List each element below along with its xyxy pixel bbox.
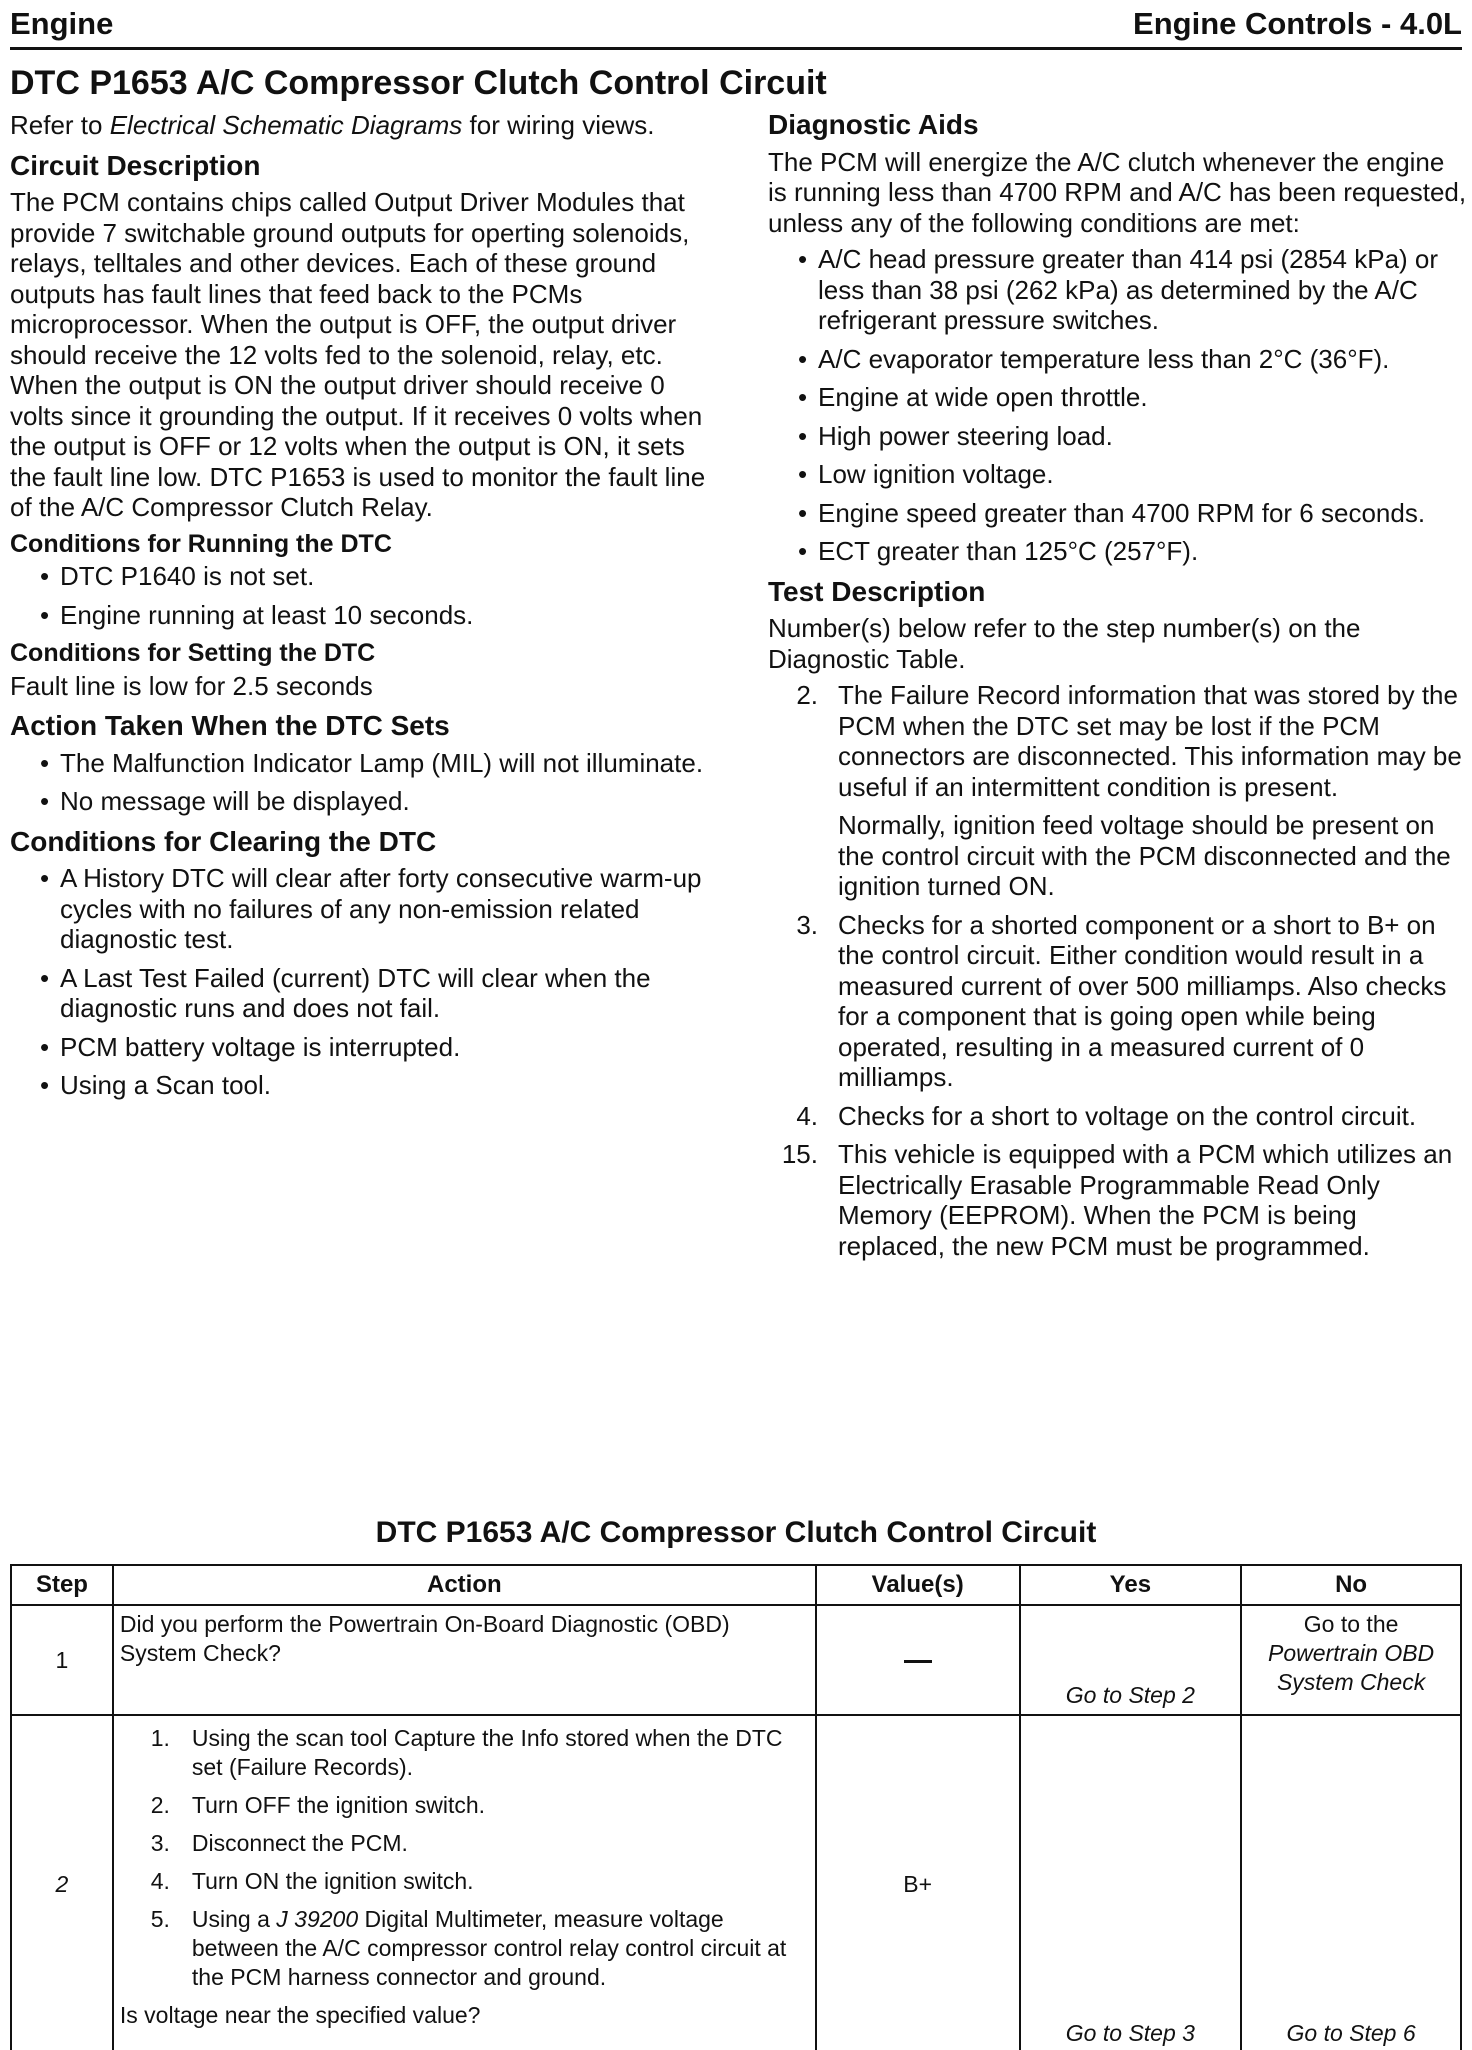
step-number: 1	[11, 1605, 113, 1715]
item-text: Checks for a shorted component or a short to B+ on the control circuit. Either condition would result in a measured current of over 500 milliamps. Also checks for a component that is going open while being operated, resulting in a measured current of 0 milliamps.	[838, 909, 1447, 1092]
list-item: 1. Using the scan tool Capture the Info stored when the DTC set (Failure Records).	[150, 1725, 783, 1780]
list-item: • Using a Scan tool.	[10, 1070, 710, 1101]
page-header	[10, 4, 1462, 50]
list-item: • Engine at wide open throttle.	[768, 382, 1468, 413]
value-cell: B+	[816, 1715, 1020, 2050]
obd-reference: Powertrain OBD System Check	[1268, 1640, 1435, 1695]
step-number: 2	[11, 1715, 113, 2050]
item-number: 3.	[796, 909, 818, 940]
setting-conditions-heading: Conditions for Setting the DTC	[10, 639, 376, 667]
test-description-heading: Test Description	[768, 575, 986, 607]
list-item	[768, 910, 1468, 1093]
running-conditions-heading: Conditions for Running the DTC	[10, 529, 392, 558]
item-text: This vehicle is equipped with a PCM which utilizes an Electrically Erasable Programmable Read Only Memory (EEPROM). When the PCM is being replaced, the new PCM must be programmed.	[838, 1139, 1453, 1261]
list-item: • A/C head pressure greater than 414 psi (2854 kPa) or less than 38 psi (262 kPa) as determined by the A/C refrigerant pressure switches.	[768, 244, 1468, 336]
yes-cell: Go to Step 3	[1020, 1715, 1242, 2050]
value-cell	[816, 1605, 1020, 1715]
diagnostic-table	[10, 1564, 1462, 2050]
schematic-reference: Electrical Schematic Diagrams	[109, 110, 463, 140]
item-number: 4.	[796, 1100, 818, 1131]
column-header: Value(s)	[816, 1565, 1020, 1605]
list-item: • A/C evaporator temperature less than 2°C (36°F).	[768, 344, 1468, 375]
clearing-conditions-heading: Conditions for Clearing the DTC	[10, 825, 437, 857]
list-item: • Low ignition voltage.	[768, 459, 1468, 490]
no-cell: Go to the Powertrain OBD System Check	[1241, 1605, 1461, 1715]
test-description-list	[768, 680, 1468, 1261]
list-item: • DTC P1640 is not set.	[10, 561, 710, 592]
list-item: • The Malfunction Indicator Lamp (MIL) will not illuminate.	[10, 748, 710, 779]
list-item: • ECT greater than 125°C (257°F).	[768, 536, 1468, 567]
table-header-row	[11, 1565, 1461, 1605]
yes-cell: Go to Step 2	[1020, 1605, 1242, 1715]
column-header: Yes	[1020, 1565, 1242, 1605]
running-conditions-list	[10, 561, 710, 630]
circuit-description-heading: Circuit Description	[10, 149, 261, 181]
list-item: • PCM battery voltage is interrupted.	[10, 1032, 710, 1063]
diagnostic-aids-list	[768, 244, 1468, 567]
table-row	[11, 1605, 1461, 1715]
action-text: Did you perform the Powertrain On-Board Diagnostic (OBD) System Check?	[113, 1605, 816, 1715]
question-text: Is voltage near the specified value?	[119, 2002, 481, 2028]
header-section: Engine	[10, 6, 114, 41]
list-item: • A History DTC will clear after forty consecutive warm-up cycles with no failures of any non-emission related diagnostic test.	[10, 863, 710, 955]
list-item: • Engine running at least 10 seconds.	[10, 600, 710, 631]
list-item: 5. Using a J 39200 Digital Multimeter, measure voltage between the A/C compressor control relay control circuit at the PCM harness connector and ground.	[150, 1906, 787, 1990]
column-header: Step	[11, 1565, 113, 1605]
item-number: 15.	[781, 1139, 818, 1169]
table-title: DTC P1653 A/C Compressor Clutch Control Circuit	[375, 1516, 1097, 1549]
list-item	[768, 680, 1468, 902]
column-header: Action	[113, 1565, 816, 1605]
column-header: No	[1241, 1565, 1461, 1605]
list-item: 2. Turn OFF the ignition switch.	[150, 1792, 486, 1818]
left-column	[10, 110, 710, 1109]
list-item	[768, 1139, 1468, 1261]
diagnostic-aids-heading: Diagnostic Aids	[768, 109, 979, 140]
table-row	[11, 1715, 1461, 2050]
list-item	[768, 1101, 1468, 1132]
action-taken-heading: Action Taken When the DTC Sets	[10, 710, 450, 741]
item-text: Normally, ignition feed voltage should be present on the control circuit with the PCM disconnected and the ignition turned ON.	[838, 810, 1451, 901]
header-subsection: Engine Controls - 4.0L	[1133, 6, 1462, 41]
test-description-text: Number(s) below refer to the step number(s) on the Diagnostic Table.	[768, 613, 1361, 674]
action-cell	[113, 1715, 816, 2050]
item-text: The Failure Record information that was stored by the PCM when the DTC set may be lost if the PCM connectors are disconnected. This information may be useful if an intermittent condition is present.	[838, 680, 1462, 802]
item-text: Checks for a short to voltage on the control circuit.	[838, 1100, 1417, 1131]
action-steps	[120, 1724, 809, 1992]
clearing-conditions-list	[10, 863, 710, 1101]
no-cell: Go to Step 6	[1241, 1715, 1461, 2050]
circuit-description-text: The PCM contains chips called Output Driver Modules that provide 7 switchable ground outputs for operting solenoids, relays, telltales and other devices. Each of these ground outputs has fault lines that feed back to the PCMs microprocessor. When the output is OFF, the output driver should receive the 12 volts fed to the solenoid, relay, etc. When the output is ON the output driver should receive 0 volts since it grounding the output. If it receives 0 volts when the output is OFF or 12 volts when the output is ON, it sets the fault line low. DTC P1653 is used to monitor the fault line of the A/C Compressor Clutch Relay.	[10, 187, 706, 522]
list-item: • Engine speed greater than 4700 RPM for 6 seconds.	[768, 498, 1468, 529]
action-taken-list	[10, 748, 710, 817]
list-item: • High power steering load.	[768, 421, 1468, 452]
setting-conditions-text: Fault line is low for 2.5 seconds	[10, 670, 373, 701]
em-dash	[904, 1660, 932, 1663]
item-number: 2.	[796, 680, 818, 710]
list-item: 4. Turn ON the ignition switch.	[150, 1868, 474, 1894]
list-item: • A Last Test Failed (current) DTC will clear when the diagnostic runs and does not fail.	[10, 963, 710, 1024]
list-item: • No message will be displayed.	[10, 786, 710, 817]
page-title: DTC P1653 A/C Compressor Clutch Control Circuit	[10, 64, 827, 102]
intro-paragraph: Refer to Electrical Schematic Diagrams for wiring views.	[10, 110, 655, 140]
right-column	[768, 110, 1468, 1269]
tool-reference: J 39200	[276, 1906, 359, 1932]
diagnostic-aids-text: The PCM will energize the A/C clutch whenever the engine is running less than 4700 RPM and A/C has been requested, unless any of the following conditions are met:	[768, 146, 1467, 238]
list-item: 3. Disconnect the PCM.	[150, 1830, 408, 1856]
